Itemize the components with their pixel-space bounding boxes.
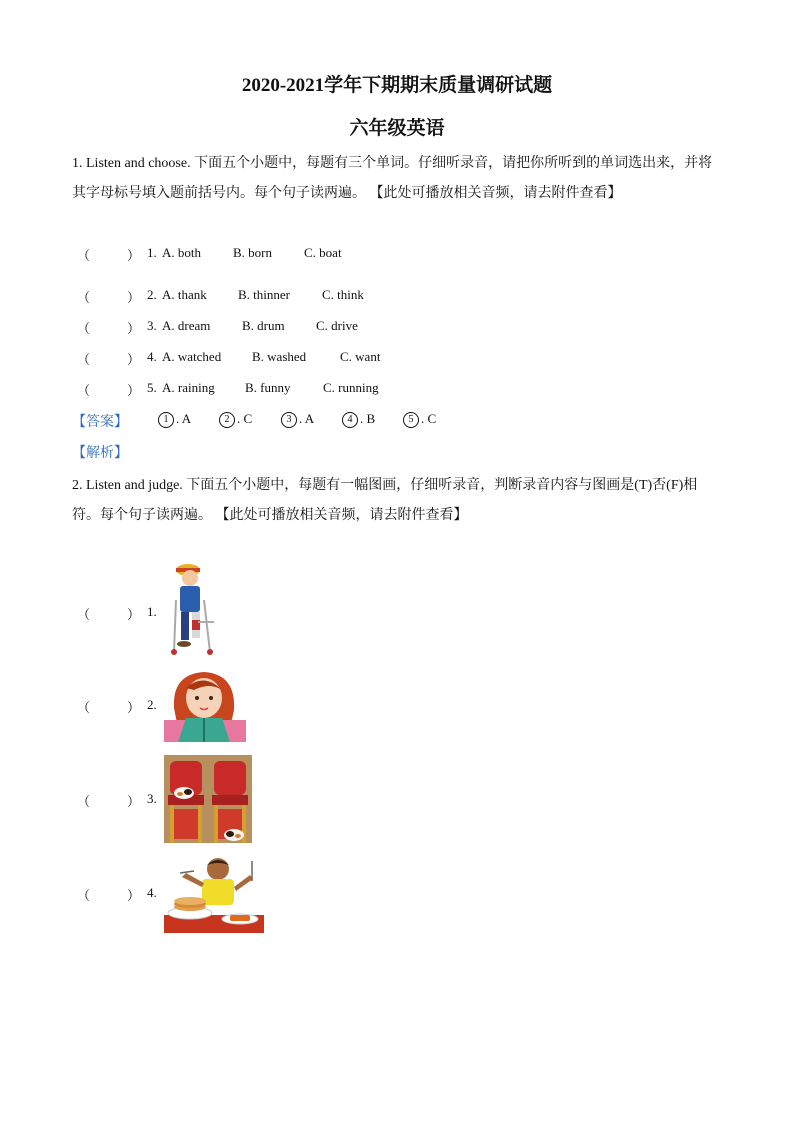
paren-close: ） xyxy=(127,321,141,336)
answer-value: . C xyxy=(421,411,437,426)
option-b: B. thinner xyxy=(238,287,290,302)
answer-item xyxy=(158,411,191,428)
item-number: 3. xyxy=(147,791,157,806)
paren-close: ） xyxy=(127,352,141,367)
option-b: B. born xyxy=(233,245,272,260)
boy-eating-pancakes-picture xyxy=(164,855,264,933)
option-b: B. funny xyxy=(245,380,291,395)
paren-close: ） xyxy=(127,290,141,305)
circled-number: 2 xyxy=(219,412,235,428)
paren-close: ） xyxy=(127,248,141,263)
option-c: C. boat xyxy=(304,245,342,260)
section1-instruction-1: 1. Listen and choose. 下面五个小题中，每题有三个单词。仔细听录音，请把你所听到的单词选出来，并将 xyxy=(72,156,713,171)
answer-item xyxy=(281,411,314,428)
answer-item xyxy=(342,411,375,428)
item-number: 2. xyxy=(147,697,157,712)
question-number: 3. xyxy=(147,318,157,333)
boy-with-crutches-picture xyxy=(168,560,220,658)
paren-close: ） xyxy=(127,794,141,809)
paren-close: ） xyxy=(127,700,141,715)
circled-number: 1 xyxy=(158,412,174,428)
cats-on-chairs-picture xyxy=(164,755,252,843)
section2-instruction-2: 符。每个句子读两遍。 【此处可播放相关音频，请去附件查看】 xyxy=(72,508,468,523)
page-subtitle: 六年级英语 xyxy=(349,118,445,139)
girl-reading-book-picture xyxy=(164,668,246,742)
item-number: 4. xyxy=(147,885,157,900)
circled-number: 5 xyxy=(403,412,419,428)
item-number: 1. xyxy=(147,604,157,619)
page-title: 2020-2021学年下期期末质量调研试题 xyxy=(241,75,553,96)
paren-open: （ xyxy=(77,352,91,367)
option-c: C. drive xyxy=(316,318,358,333)
question-number: 5. xyxy=(147,380,157,395)
option-c: C. running xyxy=(323,380,379,395)
paren-open: （ xyxy=(77,321,91,336)
circled-number: 3 xyxy=(281,412,297,428)
paren-open: （ xyxy=(77,607,91,622)
option-b: B. washed xyxy=(252,349,307,364)
section1-instruction-2: 其字母标号填入题前括号内。每个句子读两遍。 【此处可播放相关音频，请去附件查看】 xyxy=(72,186,622,201)
paren-open: （ xyxy=(77,700,91,715)
question-number: 1. xyxy=(147,245,157,260)
analysis-label: 【解析】 xyxy=(72,446,128,461)
option-c: C. want xyxy=(340,349,381,364)
question-number: 2. xyxy=(147,287,157,302)
answer-item xyxy=(219,411,252,428)
option-a: A. raining xyxy=(162,380,215,395)
option-a: A. dream xyxy=(162,318,211,333)
paren-open: （ xyxy=(77,888,91,903)
option-a: A. thank xyxy=(162,287,207,302)
circled-number: 4 xyxy=(342,412,358,428)
paren-close: ） xyxy=(127,383,141,398)
paren-close: ） xyxy=(127,607,141,622)
answer-value: . A xyxy=(299,411,315,426)
paren-close: ） xyxy=(127,888,141,903)
question-number: 4. xyxy=(147,349,157,364)
answer-value: . A xyxy=(176,411,192,426)
option-a: A. both xyxy=(162,245,201,260)
paren-open: （ xyxy=(77,383,91,398)
option-c: C. think xyxy=(322,287,364,302)
option-a: A. watched xyxy=(162,349,222,364)
answer-item xyxy=(403,411,436,428)
paren-open: （ xyxy=(77,248,91,263)
answer-value: . C xyxy=(237,411,253,426)
answer-label: 【答案】 xyxy=(72,415,128,430)
paren-open: （ xyxy=(77,290,91,305)
paren-open: （ xyxy=(77,794,91,809)
answer-value: . B xyxy=(360,411,376,426)
section2-instruction-1: 2. Listen and judge. 下面五个小题中，每题有一幅图画，仔细听录音，判断录音内容与图画是(T)否(F)相 xyxy=(72,478,698,493)
option-b: B. drum xyxy=(242,318,285,333)
